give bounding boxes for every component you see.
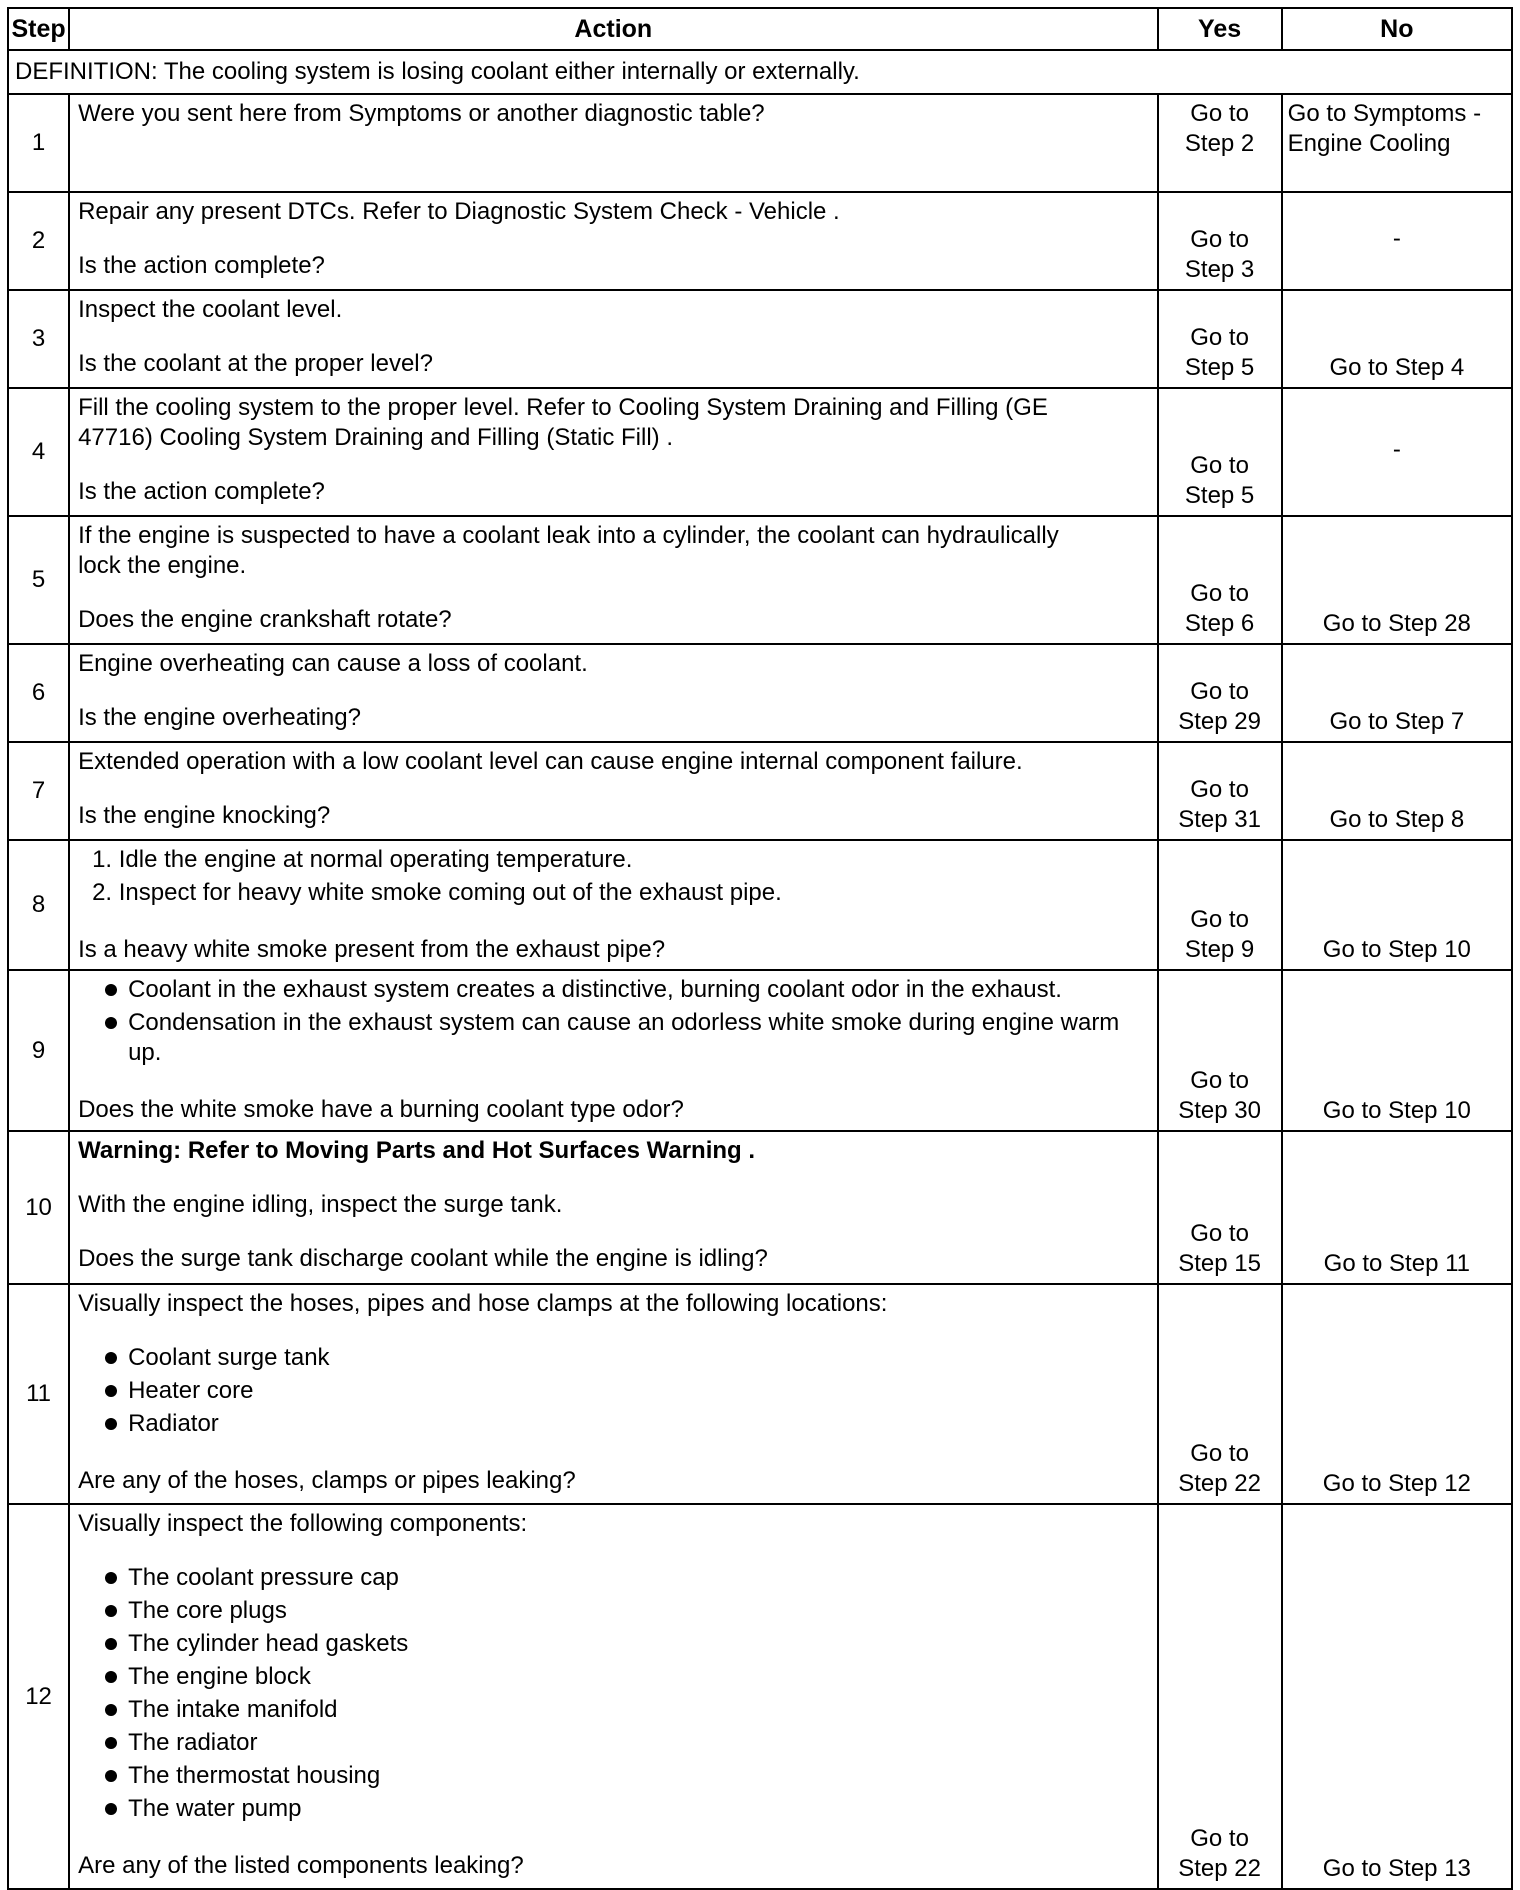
action-line	[78, 1220, 1156, 1244]
action-line	[78, 777, 1156, 801]
action-line: Repair any present DTCs. Refer to Diagnostic System Check - Vehicle .	[78, 198, 840, 225]
action-intro: Visually inspect the following components:	[78, 1510, 528, 1537]
no-cell	[1282, 644, 1512, 742]
yes-line: Go to	[1190, 580, 1249, 607]
no-cell	[1282, 192, 1512, 290]
yes-cell	[1158, 1504, 1282, 1889]
yes-line: Step 5	[1184, 482, 1255, 509]
step-number: 3	[8, 290, 69, 388]
action-cell	[69, 840, 1157, 970]
bullet-list	[78, 1343, 1156, 1439]
list-item: Heater core	[105, 1376, 1156, 1406]
spacer	[78, 1827, 1156, 1851]
action-cell	[69, 290, 1157, 388]
yes-line: Go to	[1190, 1440, 1249, 1467]
no-cell	[1282, 1504, 1512, 1889]
action-line: Is the engine knocking?	[78, 802, 331, 829]
action-question: Is a heavy white smoke present from the exhaust pipe?	[78, 936, 666, 963]
table-row	[8, 1131, 1512, 1284]
table-row	[8, 1504, 1512, 1889]
yes-line: Step 6	[1184, 610, 1255, 637]
yes-line: Go to	[1190, 452, 1249, 479]
yes-cell	[1158, 970, 1282, 1131]
definition-text: DEFINITION: The cooling system is losing coolant either internally or externally.	[8, 50, 1512, 94]
list-item: The intake manifold	[105, 1695, 1156, 1725]
yes-line: Step 9	[1184, 936, 1255, 963]
header-no: No	[1282, 8, 1512, 50]
table-row	[8, 644, 1512, 742]
step-number: 10	[8, 1131, 69, 1284]
yes-line: Go to	[1190, 1220, 1249, 1247]
action-line: lock the engine.	[78, 552, 247, 579]
step-number: 12	[8, 1504, 69, 1889]
no-line: Go to Step 10	[1322, 936, 1471, 963]
list-item: The water pump	[105, 1794, 1156, 1824]
yes-line: Go to	[1190, 1825, 1249, 1852]
step-number: 5	[8, 516, 69, 644]
yes-cell	[1158, 742, 1282, 840]
numbered-list	[78, 845, 1156, 908]
yes-cell	[1158, 1131, 1282, 1284]
yes-cell	[1158, 388, 1282, 516]
action-cell	[69, 970, 1157, 1131]
spacer	[78, 1442, 1156, 1466]
yes-line: Go to	[1190, 324, 1249, 351]
no-cell	[1282, 970, 1512, 1131]
list-item: The radiator	[105, 1728, 1156, 1758]
table-row	[8, 742, 1512, 840]
table-row	[8, 1284, 1512, 1504]
yes-cell	[1158, 644, 1282, 742]
action-cell	[69, 1284, 1157, 1504]
action-cell	[69, 94, 1157, 192]
yes-line: Go to	[1190, 1067, 1249, 1094]
action-line: Fill the cooling system to the proper level. Refer to Cooling System Draining and Filling (GE	[78, 394, 1048, 421]
action-line: Were you sent here from Symptoms or another diagnostic table?	[78, 100, 765, 127]
step-number: 9	[8, 970, 69, 1131]
action-cell	[69, 192, 1157, 290]
yes-line: Step 15	[1178, 1250, 1261, 1277]
spacer	[78, 1539, 1156, 1563]
table-row	[8, 970, 1512, 1131]
yes-line: Step 3	[1184, 256, 1255, 283]
no-cell	[1282, 1284, 1512, 1504]
bullet-list	[78, 975, 1156, 1068]
no-cell	[1282, 94, 1512, 192]
action-question: Are any of the listed components leaking?	[78, 1852, 524, 1879]
action-line: Is the action complete?	[78, 478, 325, 505]
header-row	[8, 8, 1512, 50]
header-yes: Yes	[1158, 8, 1282, 50]
action-line: If the engine is suspected to have a coolant leak into a cylinder, the coolant can hydraulically	[78, 522, 1059, 549]
yes-line: Go to	[1190, 678, 1249, 705]
action-line	[78, 581, 1156, 605]
action-cell	[69, 742, 1157, 840]
yes-line: Step 30	[1178, 1097, 1261, 1124]
action-cell	[69, 516, 1157, 644]
action-line: Is the action complete?	[78, 252, 325, 279]
action-line: With the engine idling, inspect the surge tank.	[78, 1191, 563, 1218]
no-cell	[1282, 290, 1512, 388]
step-number: 4	[8, 388, 69, 516]
warning-text: Warning: Refer to Moving Parts and Hot Surfaces Warning .	[78, 1137, 756, 1164]
table-row	[8, 290, 1512, 388]
action-line	[78, 679, 1156, 703]
step-number: 7	[8, 742, 69, 840]
action-cell	[69, 1504, 1157, 1889]
yes-line: Go to	[1190, 100, 1249, 127]
yes-cell	[1158, 94, 1282, 192]
no-line: Go to Step 13	[1322, 1855, 1471, 1882]
action-line	[78, 227, 1156, 251]
yes-line: Step 29	[1178, 708, 1261, 735]
step-number: 8	[8, 840, 69, 970]
no-cell	[1282, 516, 1512, 644]
yes-cell	[1158, 516, 1282, 644]
no-cell	[1282, 388, 1512, 516]
action-question: Are any of the hoses, clamps or pipes leaking?	[78, 1467, 576, 1494]
list-item: The thermostat housing	[105, 1761, 1156, 1791]
no-cell	[1282, 742, 1512, 840]
yes-line: Go to	[1190, 776, 1249, 803]
no-line: Engine Cooling	[1287, 130, 1451, 157]
list-item: The coolant pressure cap	[105, 1563, 1156, 1593]
step-number: 1	[8, 94, 69, 192]
action-line: Inspect the coolant level.	[78, 296, 343, 323]
action-line: Does the engine crankshaft rotate?	[78, 606, 452, 633]
list-item: Coolant surge tank	[105, 1343, 1156, 1373]
step-number: 11	[8, 1284, 69, 1504]
diagnostic-table	[7, 7, 1513, 1890]
list-item: 2. Inspect for heavy white smoke coming out of the exhaust pipe.	[92, 879, 782, 906]
no-line: -	[1392, 225, 1401, 252]
action-line: Is the coolant at the proper level?	[78, 350, 433, 377]
action-intro: Visually inspect the hoses, pipes and hose clamps at the following locations:	[78, 1290, 888, 1317]
no-line: Go to Step 4	[1329, 354, 1465, 381]
definition-row	[8, 50, 1512, 94]
no-line: Go to Symptoms -	[1287, 100, 1482, 127]
step-number: 2	[8, 192, 69, 290]
table-row	[8, 516, 1512, 644]
list-item: Coolant in the exhaust system creates a distinctive, burning coolant odor in the exhaust.	[105, 975, 1156, 1005]
no-line: Go to Step 28	[1322, 610, 1471, 637]
table-row	[8, 94, 1512, 192]
no-line: Go to Step 10	[1322, 1097, 1471, 1124]
action-question: Does the white smoke have a burning coolant type odor?	[78, 1096, 684, 1123]
header-step: Step	[8, 8, 69, 50]
step-number: 6	[8, 644, 69, 742]
header-action: Action	[69, 8, 1157, 50]
action-line	[78, 453, 1156, 477]
list-item: 1. Idle the engine at normal operating temperature.	[92, 846, 633, 873]
yes-line: Step 31	[1178, 806, 1261, 833]
action-line: 47716) Cooling System Draining and Filling (Static Fill) .	[78, 424, 673, 451]
action-line	[78, 325, 1156, 349]
no-line: -	[1392, 436, 1401, 463]
table-row	[8, 388, 1512, 516]
table-row	[8, 192, 1512, 290]
list-item: Condensation in the exhaust system can cause an odorless white smoke during engine warm up.	[105, 1008, 1156, 1068]
action-line: Extended operation with a low coolant level can cause engine internal component failure.	[78, 748, 1023, 775]
action-line: Is the engine overheating?	[78, 704, 361, 731]
yes-line: Step 2	[1184, 130, 1255, 157]
spacer	[78, 911, 1156, 935]
action-line: Engine overheating can cause a loss of coolant.	[78, 650, 588, 677]
action-cell	[69, 1131, 1157, 1284]
action-line: Does the surge tank discharge coolant while the engine is idling?	[78, 1245, 768, 1272]
list-item: Radiator	[105, 1409, 1156, 1439]
yes-line: Go to	[1190, 226, 1249, 253]
yes-cell	[1158, 1284, 1282, 1504]
table-row	[8, 840, 1512, 970]
no-line: Go to Step 12	[1322, 1470, 1471, 1497]
list-item: The cylinder head gaskets	[105, 1629, 1156, 1659]
yes-cell	[1158, 290, 1282, 388]
yes-cell	[1158, 840, 1282, 970]
yes-cell	[1158, 192, 1282, 290]
spacer	[78, 1319, 1156, 1343]
yes-line: Step 5	[1184, 354, 1255, 381]
yes-line: Go to	[1190, 906, 1249, 933]
list-item: The core plugs	[105, 1596, 1156, 1626]
no-cell	[1282, 840, 1512, 970]
spacer	[78, 1166, 1156, 1190]
no-line: Go to Step 8	[1329, 806, 1465, 833]
action-cell	[69, 644, 1157, 742]
list-item: The engine block	[105, 1662, 1156, 1692]
action-cell	[69, 388, 1157, 516]
no-line: Go to Step 7	[1329, 708, 1465, 735]
yes-line: Step 22	[1178, 1470, 1261, 1497]
no-line: Go to Step 11	[1323, 1250, 1470, 1277]
spacer	[78, 1071, 1156, 1095]
yes-line: Step 22	[1178, 1855, 1261, 1882]
bullet-list	[78, 1563, 1156, 1824]
no-cell	[1282, 1131, 1512, 1284]
